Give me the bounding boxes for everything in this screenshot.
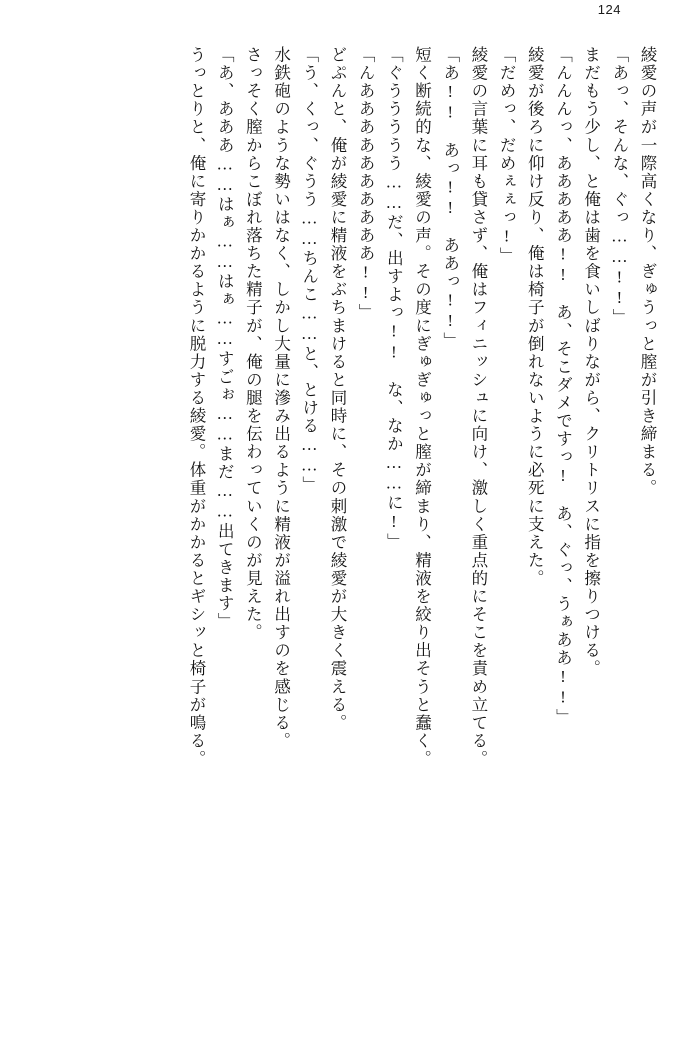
vertical-text-body — [18, 46, 655, 1044]
text-line: 「あっ、そんな、ぐっ……!!」 — [609, 46, 629, 327]
text-line: 「あ!! あっ!! ああっ!!」 — [440, 46, 460, 350]
text-line: 綾愛の言葉に耳も貸さず、俺はフィニッシュに向け、激しく重点的にそこを責め立てる。 — [468, 46, 488, 768]
text-line: 「ぐううううう……だ、出すよっ!! な、なか……に!」 — [384, 46, 404, 551]
text-line: 短く断続的な、綾愛の声。その度にぎゅぎゅっと膣が締まり、精液を絞り出そうと蠢く。 — [412, 46, 432, 768]
text-line: 「あ、あああ……はぁ……はぁ……すごぉ……まだ……出てきます」 — [215, 46, 235, 631]
page-number: 124 — [597, 2, 621, 17]
text-line: 綾愛の声が一際高くなり、ぎゅうっと膣が引き締まる。 — [638, 46, 657, 498]
text-line: まだもう少し、と俺は歯を食いしばりながら、クリトリスに指を擦りつける。 — [581, 46, 601, 678]
text-line: うっとりと、俺に寄りかかるように脱力する綾愛。体重がかかるとギシッと椅子が鳴る。 — [187, 46, 206, 768]
text-line: 「んんんっ、あああああ!! あ、そこダメですっ! あ、ぐっ、うぁああ!!」 — [553, 46, 573, 727]
text-line: 綾愛が後ろに仰け反り、俺は椅子が倒れないように必死に支えた。 — [525, 46, 545, 588]
text-line: どぷんと、俺が綾愛に精液をぶちまけると同時に、その刺激で綾愛が大きく震える。 — [327, 46, 347, 732]
text-line: 「う、くっ、ぐうう……ちんこ……と、とける……」 — [299, 46, 319, 495]
text-line: 水鉄砲のような勢いはなく、しかし大量に滲み出るように精液が溢れ出すのを感じる。 — [271, 46, 291, 750]
text-line: 「んああああああああああ!!」 — [356, 46, 376, 322]
text-line: さっそく膣からこぼれ落ちた精子が、俺の腿を伝わっていくのが見えた。 — [243, 46, 263, 642]
text-line: 「だめっ、だめぇぇっ!」 — [497, 46, 517, 266]
